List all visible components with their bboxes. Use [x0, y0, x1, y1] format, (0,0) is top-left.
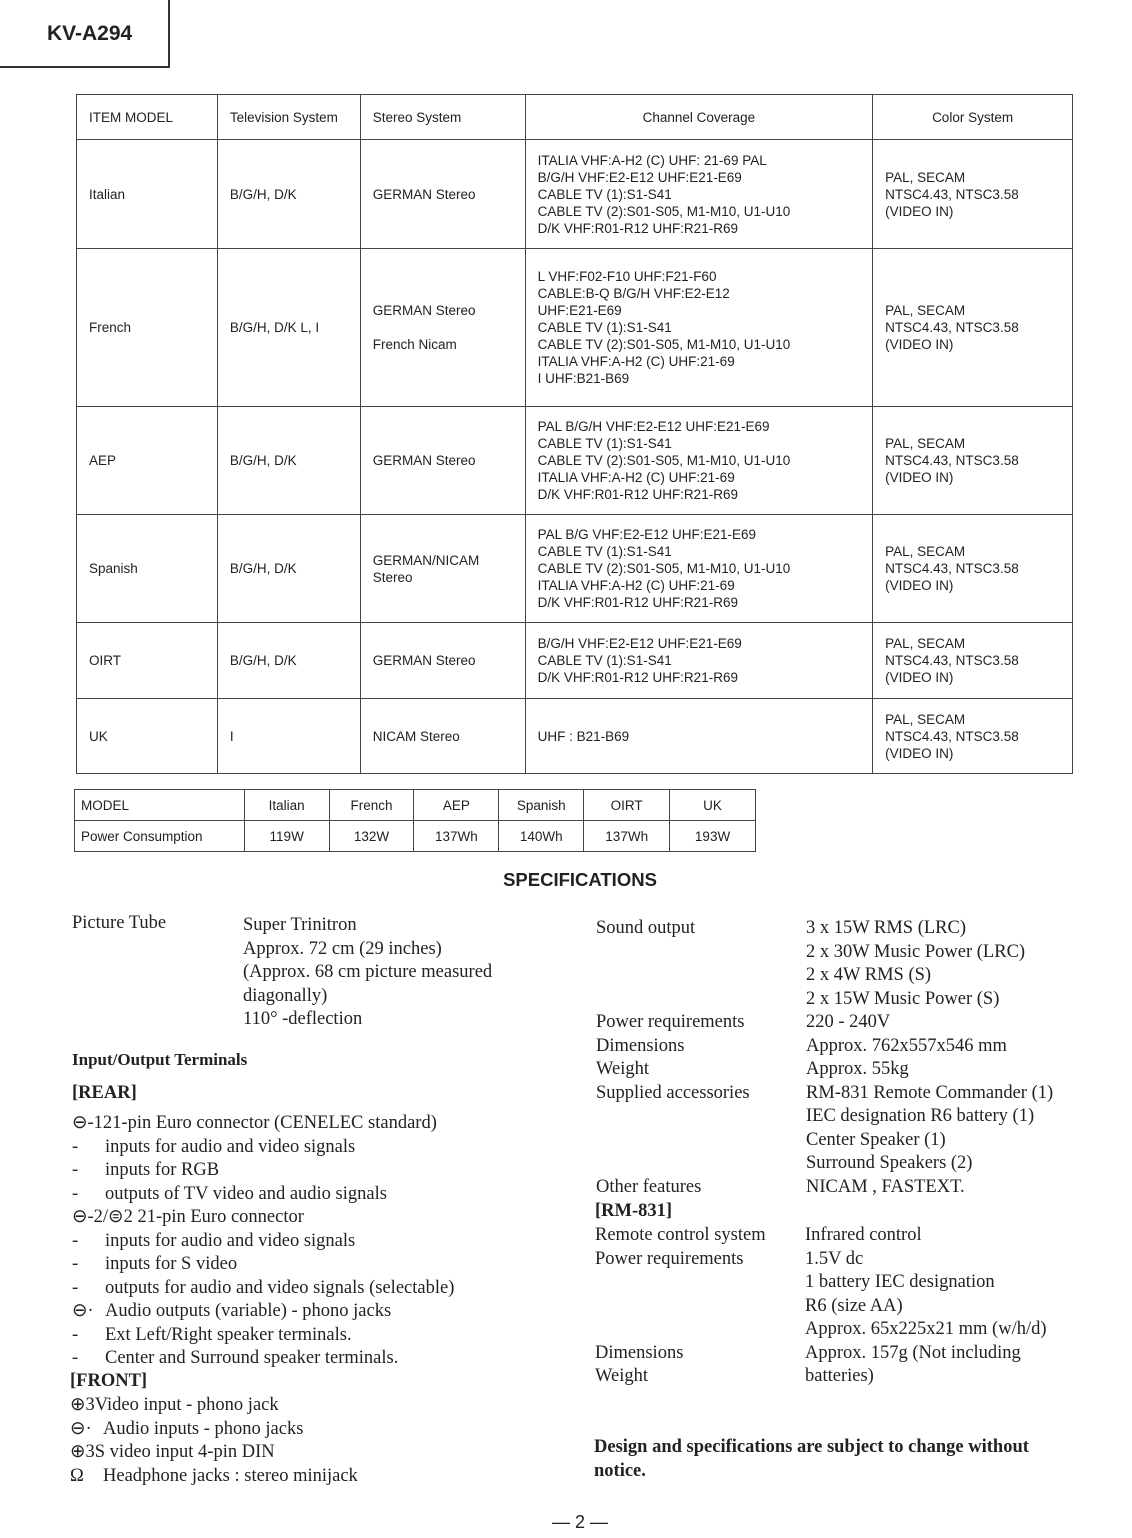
channel-cell: PAL B/G VHF:E2-E12 UHF:E21-E69 CABLE TV (1):S1-S41 CABLE TV (2):S01-S05, M1-M10, U1-U10 ITALIA VHF:A-H2 (C) UHF:21-69 D/K VHF:R01-R12 UHF:R21-R69 — [525, 515, 873, 623]
color-cell: PAL, SECAM NTSC4.43, NTSC3.58 (VIDEO IN) — [873, 140, 1073, 249]
power-table-values — [75, 821, 756, 852]
header-color-system: Color System — [873, 95, 1073, 140]
tv-cell: B/G/H, D/K — [217, 140, 360, 249]
dash-bullet: - — [72, 1348, 79, 1368]
stereo-cell: GERMAN Stereo — [360, 407, 525, 515]
video-input-icon: ⊕3 — [70, 1395, 95, 1415]
table-row — [77, 249, 1073, 407]
table-row — [77, 407, 1073, 515]
front-terminal-list — [70, 1394, 530, 1488]
audio-input-icon: ⊖· — [70, 1418, 92, 1439]
remote-spec-values: Infrared control 1.5V dc 1 battery IEC designation R6 (size AA) Approx. 65x225x21 mm (w/h/d) Approx. 157g (Not including batteries) — [805, 1225, 1047, 1386]
power-consumption-table — [74, 789, 756, 852]
model-cell: AEP — [77, 407, 218, 515]
power-model-name: OIRT — [584, 790, 670, 821]
list-item: - inputs for RGB — [72, 1159, 532, 1183]
power-value: 137Wh — [584, 821, 670, 852]
dash-bullet: - — [72, 1136, 79, 1157]
tv-cell: B/G/H, D/K L, I — [217, 249, 360, 407]
remote-spec-labels: Remote control system Power requirements Dimensions Weight — [595, 1225, 766, 1386]
color-cell: PAL, SECAM NTSC4.43, NTSC3.58 (VIDEO IN) — [873, 623, 1073, 699]
list-item: - inputs for S video — [72, 1253, 532, 1277]
scart-svideo-connector-icon: ⊖-2/⊜ — [72, 1207, 124, 1227]
stereo-cell: GERMAN Stereo — [360, 623, 525, 699]
system-table-header — [77, 95, 1073, 140]
stereo-cell: GERMAN Stereo French Nicam — [360, 249, 525, 407]
power-model-name: Spanish — [499, 790, 584, 821]
power-model-name: AEP — [414, 790, 499, 821]
power-table-header — [75, 790, 756, 821]
list-item: ⊕3 Video input - phono jack — [70, 1394, 530, 1418]
channel-cell: B/G/H VHF:E2-E12 UHF:E21-E69 CABLE TV (1):S1-S41 D/K VHF:R01-R12 UHF:R21-R69 — [525, 623, 873, 699]
header-channel-coverage: Channel Coverage — [525, 95, 873, 140]
color-cell: PAL, SECAM NTSC4.43, NTSC3.58 (VIDEO IN) — [873, 249, 1073, 407]
svideo-input-icon: ⊕3 — [70, 1442, 95, 1462]
power-consumption-label: Power Consumption — [75, 821, 245, 852]
system-table — [76, 94, 1073, 774]
specifications-title: SPECIFICATIONS — [503, 869, 657, 890]
spec-values: 3 x 15W RMS (LRC) 2 x 30W Music Power (LRC) 2 x 4W RMS (S) 2 x 15W Music Power (S) 220 - 240V Approx. 762x557x546 mm Approx. 55kg RM-831 Remote Commander (1) IEC designation R6 battery (1) Center Speaker (1) Surround Speakers (2) NICAM , FASTEXT. — [806, 918, 1054, 1197]
stereo-cell: NICAM Stereo — [360, 699, 525, 774]
model-cell: Spanish — [77, 515, 218, 623]
power-model-label: MODEL — [75, 790, 245, 821]
tv-cell: B/G/H, D/K — [217, 407, 360, 515]
dash-bullet: - — [72, 1160, 79, 1180]
channel-cell: ITALIA VHF:A-H2 (C) UHF: 21-69 PAL B/G/H VHF:E2-E12 UHF:E21-E69 CABLE TV (1):S1-S41 CABLE TV (2):S01-S05, M1-M10, U1-U10 D/K VHF:R01-R12 UHF:R21-R69 — [525, 140, 873, 249]
model-cell: Italian — [77, 140, 218, 249]
power-model-name: French — [329, 790, 414, 821]
color-cell: PAL, SECAM NTSC4.43, NTSC3.58 (VIDEO IN) — [873, 699, 1073, 774]
model-cell: OIRT — [77, 623, 218, 699]
list-item: - Ext Left/Right speaker terminals. — [72, 1324, 532, 1348]
power-value: 137Wh — [414, 821, 499, 852]
list-item: - outputs for audio and video signals (selectable) — [72, 1277, 532, 1301]
page-number: — 2 — — [551, 1512, 608, 1532]
disclaimer-note: Design and specifications are subject to change without notice. — [594, 1437, 1029, 1481]
channel-cell: PAL B/G/H VHF:E2-E12 UHF:E21-E69 CABLE TV (1):S1-S41 CABLE TV (2):S01-S05, M1-M10, U1-U10 ITALIA VHF:A-H2 (C) UHF:21-69 D/K VHF:R01-R12 UHF:R21-R69 — [525, 407, 873, 515]
front-heading: [FRONT] — [70, 1371, 148, 1391]
color-cell: PAL, SECAM NTSC4.43, NTSC3.58 (VIDEO IN) — [873, 407, 1073, 515]
header-item-model: ITEM MODEL — [77, 95, 218, 140]
list-item: ⊖-2/⊜ 2 21-pin Euro connector — [72, 1206, 532, 1230]
dash-bullet: - — [72, 1277, 79, 1298]
list-item: - inputs for audio and video signals — [72, 1136, 532, 1160]
power-value: 193W — [670, 821, 756, 852]
list-item: - inputs for audio and video signals — [72, 1230, 532, 1254]
stereo-cell: GERMAN Stereo — [360, 140, 525, 249]
stereo-cell: GERMAN/NICAM Stereo — [360, 515, 525, 623]
tv-cell: B/G/H, D/K — [217, 623, 360, 699]
tv-cell: B/G/H, D/K — [217, 515, 360, 623]
dash-bullet: - — [72, 1183, 79, 1204]
table-row — [77, 515, 1073, 623]
channel-cell: UHF : B21-B69 — [525, 699, 873, 774]
rear-heading: [REAR] — [72, 1083, 137, 1103]
power-model-name: UK — [670, 790, 756, 821]
remote-heading: [RM-831] — [595, 1201, 673, 1221]
picture-tube-label: Picture Tube — [72, 913, 167, 933]
tv-cell: I — [217, 699, 360, 774]
list-item: ⊖· Audio outputs (variable) - phono jacks — [72, 1300, 532, 1324]
table-row — [77, 699, 1073, 774]
spec-labels: Sound output Power requirements Dimensions Weight Supplied accessories Other features — [596, 918, 750, 1197]
io-terminals-heading: Input/Output Terminals — [72, 1050, 248, 1069]
header-stereo-system: Stereo System — [360, 95, 525, 140]
rear-terminal-list — [72, 1112, 532, 1371]
dash-bullet: - — [72, 1230, 79, 1251]
scart-connector-icon: ⊖-1 — [72, 1113, 103, 1133]
list-item: Ω Headphone jacks : stereo minijack — [70, 1465, 530, 1489]
list-item: ⊖-1 21-pin Euro connector (CENELEC standard) — [72, 1112, 532, 1136]
list-item: ⊖· Audio inputs - phono jacks — [70, 1418, 530, 1442]
power-value: 132W — [329, 821, 414, 852]
power-model-name: Italian — [244, 790, 329, 821]
list-item: ⊕3 S video input 4-pin DIN — [70, 1441, 530, 1465]
header-tv-system: Television System — [217, 95, 360, 140]
dash-bullet: - — [72, 1254, 79, 1274]
dash-bullet: - — [72, 1324, 79, 1345]
model-cell: French — [77, 249, 218, 407]
color-cell: PAL, SECAM NTSC4.43, NTSC3.58 (VIDEO IN) — [873, 515, 1073, 623]
model-header-box — [0, 0, 170, 68]
power-value: 119W — [244, 821, 329, 852]
model-title: KV-A294 — [47, 22, 133, 45]
channel-cell: L VHF:F02-F10 UHF:F21-F60 CABLE:B-Q B/G/H VHF:E2-E12 UHF:E21-E69 CABLE TV (1):S1-S41 CABLE TV (2):S01-S05, M1-M10, U1-U10 ITALIA VHF:A-H2 (C) UHF:21-69 I UHF:B21-B69 — [525, 249, 873, 407]
power-value: 140Wh — [499, 821, 584, 852]
list-item: - outputs of TV video and audio signals — [72, 1183, 532, 1207]
audio-output-icon: ⊖· — [72, 1301, 94, 1321]
table-row — [77, 140, 1073, 249]
picture-tube-value: Super Trinitron Approx. 72 cm (29 inches) (Approx. 68 cm picture measured diagonally) 110° -deflection — [243, 915, 493, 1029]
list-item: - Center and Surround speaker terminals. — [72, 1347, 532, 1371]
table-row — [77, 623, 1073, 699]
headphone-icon: Ω — [70, 1465, 84, 1486]
model-cell: UK — [77, 699, 218, 774]
